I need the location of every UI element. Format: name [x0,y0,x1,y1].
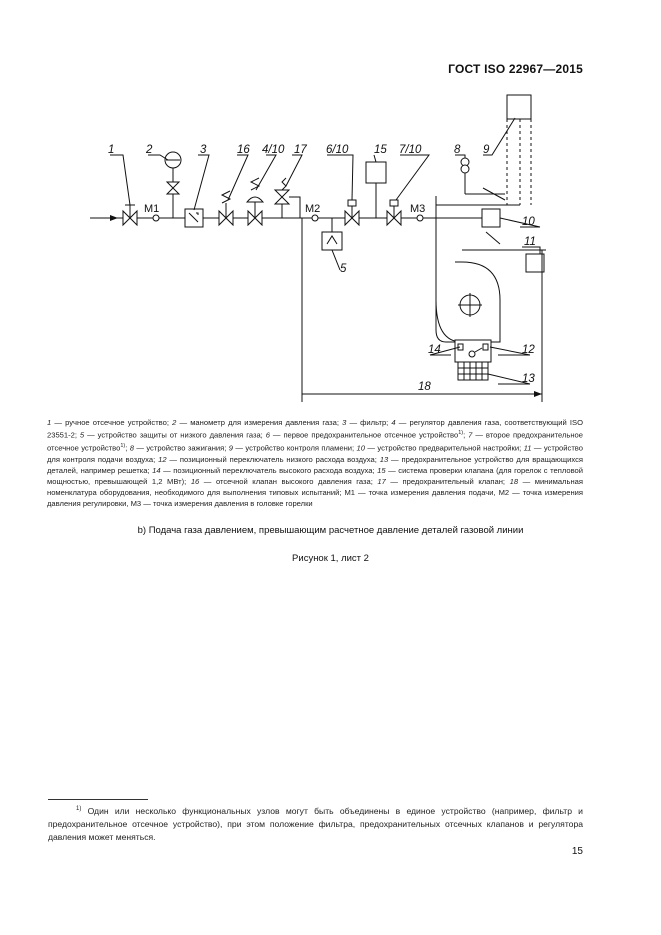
legend-key: 13 [379,454,389,464]
callout-3: 3 [200,144,207,156]
legend-text: — устройство зажигания; [133,443,229,453]
protective-grid [458,362,488,380]
footnote-mark: 1) [76,806,82,812]
legend-text: — фильтр; [346,418,392,427]
pressure-regulator [247,178,263,225]
legend-text: — устройство предварительной настройки; [364,443,524,453]
legend-text: — отсечной клапан высокого давления газа; [199,477,378,487]
legend-text: — предохранительное устройство для вращающихся деталей, например решетка; [47,454,583,475]
callout-16: 16 [237,144,250,156]
legend-text: ; [463,430,469,440]
legend-text: — предохранительный клапан; [385,477,510,487]
legend-text: — манометр для измерения давления газа; [176,418,343,427]
callout-17: 17 [294,144,307,156]
legend-footnote-ref: 1) [458,430,464,437]
legend-text: ; [125,443,130,453]
manual-shutoff-valve [123,205,137,225]
high-pressure-shutoff-valve [219,191,233,225]
callout-15: 15 [374,144,387,156]
legend-text: — ручное отсечное устройство; [51,418,173,427]
legend-text: — позиционный переключатель низкого расхода воздуха; [166,454,380,464]
legend-key: 6 [265,430,270,440]
label-m1: M1 [144,203,160,215]
first-safety-shutoff-valve [345,200,359,225]
legend-text: — минимальная номенклатура оборудования, необходимого для выполнения типовых испытаний; М1 — точка измерения давления подачи, М2 — точка измерения давления регулировки, М3 — точка измерения давления в головке горелки [47,477,583,509]
legend-text: — устройство защиты от низкого давления газа; [84,430,266,440]
legend-text: — второе предохранительное отсечное устройство [47,430,583,453]
callout-18: 18 [418,381,431,393]
legend-key: 18 [509,477,519,487]
label-m2: M2 [305,203,321,215]
figure-caption: Рисунок 1, лист 2 [292,553,369,564]
page-number: 15 [571,846,583,857]
callout-1: 1 [108,144,115,156]
presetting-device [482,209,500,227]
filter [185,209,203,227]
footnote-rule [48,799,148,800]
callout-9: 9 [483,144,490,156]
callout-5: 5 [340,263,347,275]
legend-key: 9 [228,443,233,453]
callout-2: 2 [146,144,153,156]
low-pressure-protection [322,232,342,250]
label-m3: M3 [410,203,426,215]
legend-key: 4 [391,418,396,427]
legend-key: 8 [129,443,134,453]
callout-7-10: 7/10 [399,144,422,156]
legend-text: — первое предохранительное отсечное устройство [269,430,459,440]
standard-header: ГОСТ ISO 22967—2015 [448,62,583,76]
legend-key: 14 [152,465,161,475]
callout-14: 14 [428,344,441,356]
callout-11: 11 [524,236,536,248]
footnote [48,803,583,844]
legend-key: 16 [190,477,200,487]
callout-10: 10 [522,216,535,228]
legend-key: 5 [79,430,85,440]
legend-key: 12 [158,454,167,464]
callout-13: 13 [522,373,535,385]
legend-text: — устройство контроля пламени; [232,443,357,453]
figure-legend [47,417,583,510]
legend-key: 7 [468,430,473,440]
legend-key: 11 [523,443,532,453]
flame-detector [507,95,531,119]
m2-point [312,215,318,221]
callout-4-10: 4/10 [262,144,285,156]
legend-key: 10 [356,443,365,453]
callout-8: 8 [454,144,461,156]
callout-6-10: 6/10 [326,144,349,156]
second-safety-shutoff-valve [387,200,401,225]
footnote-text: Один или несколько функциональных узлов могут быть объединены в единое устройство (например, фильтр и предохранительное отсечное устройство), при этом положение фильтра, предохранительных отсечных клапанов и регулятора давления может меняться. [48,805,583,843]
ignition-device [461,158,505,194]
legend-key: 17 [377,477,386,487]
m3-point [417,215,423,221]
legend-key: 3 [342,418,347,427]
m1-point [153,215,159,221]
valve-proving-system [366,162,386,183]
legend-key: 1 [47,418,52,427]
legend-text: — позиционный переключатель высокого расхода воздуха; [160,465,378,475]
callout-12: 12 [522,344,535,356]
legend-text: — система проверки клапана (для горелок с тепловой мощностью, превышающей 1,2 МВт); [47,465,584,487]
gas-line-diagram [0,80,661,410]
legend-footnote-ref: 1) [120,442,126,449]
legend-text: — регулятор давления газа, соответствующий ISO 23551-2; [47,418,583,440]
legend-key: 2 [172,418,177,427]
legend-text: — устройство для контроля подачи воздуха; [47,443,583,464]
legend-key: 15 [377,465,386,475]
subfigure-caption: b) Подача газа давлением, превышающим расчетное давление деталей газовой линии [137,525,524,536]
air-supply-controller [526,254,544,272]
